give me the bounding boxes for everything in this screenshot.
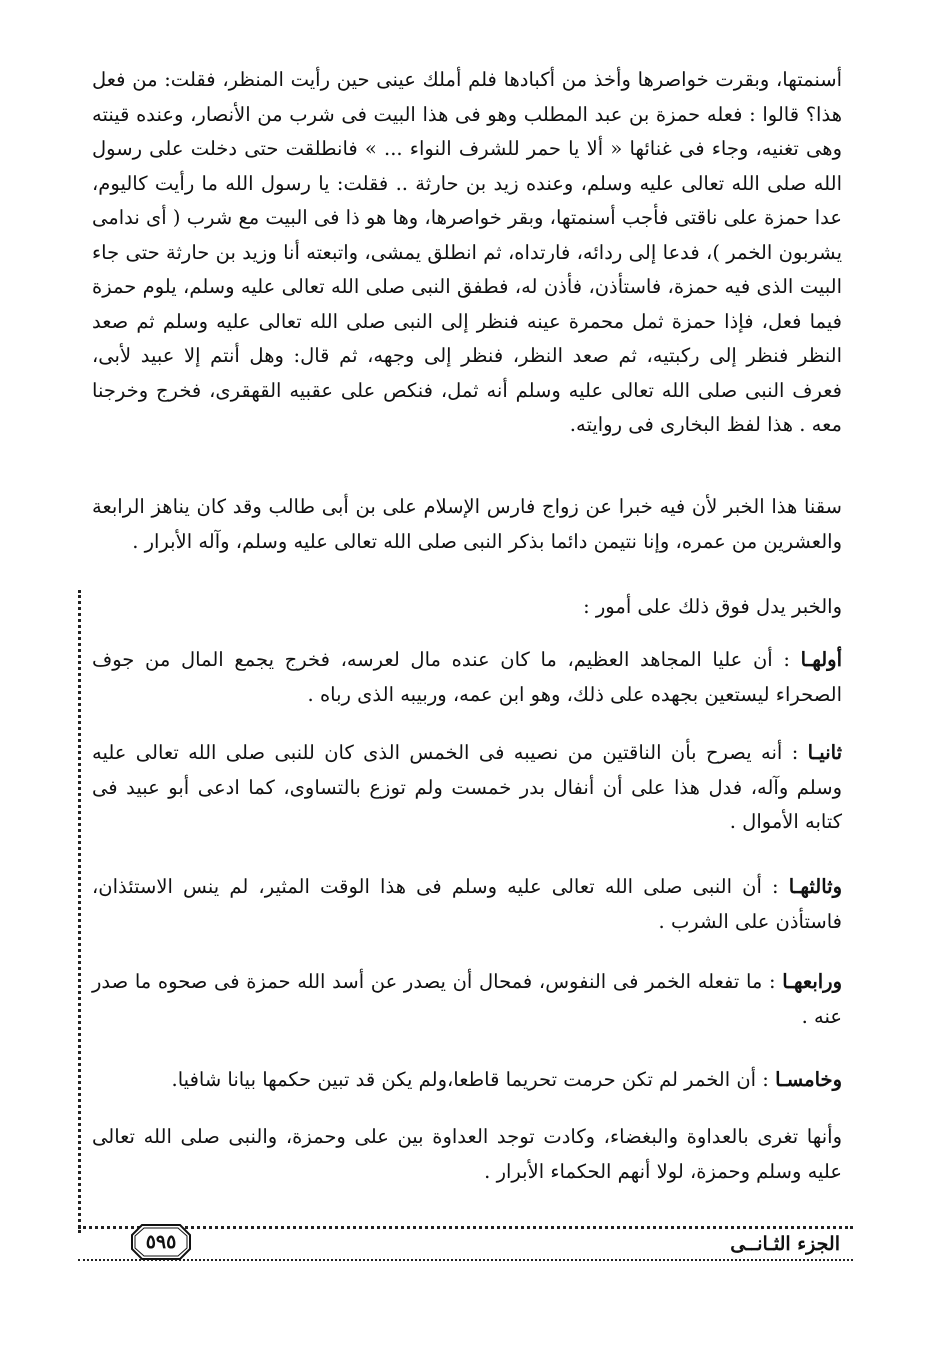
paragraph-lessons-intro: والخبر يدل فوق ذلك على أمور :	[583, 595, 842, 618]
page-number-badge	[130, 1223, 192, 1261]
lesson-lead-word: وثالثهـا	[788, 875, 842, 898]
lesson-item-third	[92, 870, 842, 939]
frame-border-left	[78, 590, 85, 1233]
lesson-lead-word: ثانيـا	[807, 741, 842, 764]
paragraph-context: سقنا هذا الخبر لأن فيه خبرا عن زواج فارس الإسلام على بن أبى طالب وقد كان يناهز الرابعة والعشرين من عمره، وإنا نتيمن دائما بذكر النبى صلى الله تعالى عليه وسلم، وآله الأبرار .	[92, 495, 842, 553]
page-number: ٥٩٥	[145, 1231, 177, 1253]
lesson-text: : ما تفعله الخمر فى النفوس، فمحال أن يصدر عن أسد الله حمزة فى صحوه ما صدر عنه .	[92, 970, 842, 1028]
paragraph-closing: وأنها تغرى بالعداوة والبغضاء، وكادت توجد العداوة بين على وحمزة، والنبى صلى الله تعالى عليه وسلم وحمزة، لولا أنهم الحكماء الأبرار .	[92, 1125, 842, 1183]
lesson-lead-word: أولهـا	[800, 648, 842, 671]
lesson-text: : أن الخمر لم تكن حرمت تحريما قاطعا،ولم يكن قد تبين حكمها بيانا شافيا.	[171, 1068, 776, 1091]
lesson-item-fifth	[92, 1063, 842, 1098]
lesson-item-first	[92, 643, 842, 712]
lesson-item-second	[92, 736, 842, 840]
lesson-lead-word: ورابعهـا	[782, 970, 842, 993]
lesson-item-fourth	[92, 965, 842, 1034]
lesson-lead-word: وخامسـا	[775, 1068, 842, 1091]
paragraph-hadith-narration: أسنمتها، وبقرت خواصرها وأخذ من أكبادها فلم أملك عينى حين رأيت المنظر، فقلت: من فعل هذا؟ قالوا : فعله حمزة بن عبد المطلب وهو فى هذا البيت فى شرب من الأنصار، وعنده قينته وهى تغنيه، وجاء فى غنائها « ألا يا حمر للشرف النواء ... » فانطلقت حتى دخلت على رسول الله صلى الله تعالى عليه وسلم، وعنده زيد بن حارثة .. فقلت: يا رسول الله ما رأيت كاليوم، عدا حمزة على ناقتى فأجب أسنمتها، وبقر خواصرها، وها هو ذا فى البيت مع شرب ( أى ندامى يشربون الخمر )، فدعا إلى ردائه، فارتداه، ثم انطلق يمشى، واتبعته أنا وزيد بن حارثة حتى جاء البيت الذى فيه حمزة، فاستأذن، فأذن له، فطفق النبى صلى الله تعالى عليه وسلم، يلوم حمزة فيما فعل، فإذا حمزة ثمل محمرة عينه فنظر إلى النبى صلى الله تعالى عليه وسلم ثم صعد النظر فنظر إلى ركبتيه، ثم صعد النظر، فنظر إلى وجهه، ثم قال: وهل أنتم إلا عبيد لأبى، فعرف النبى صلى الله تعالى عليه وسلم أنه ثمل، فنكص على عقبيه القهقرى، فخرج وخرجنا معه . هذا لفظ البخارى فى روايته.	[92, 68, 842, 436]
lesson-text: : أن عليا المجاهد العظيم، ما كان عنده مال لعرسه، فخرج يجمع المال من جوف الصحراء ليستعين بجهده على ذلك، وهو ابن عمه، وربيبه الذى رباه .	[92, 648, 842, 706]
volume-label: الجزء الثـانــى	[730, 1233, 840, 1255]
lesson-text: : أنه يصرح بأن الناقتين من نصيبه فى الخمس الذى كان للنبى صلى الله تعالى عليه وسلم وآله، فدل هذا على أن أنفال بدر خمست ولم توزع بالتساوى، كما ادعى أبو عبيد فى كتابه الأموال .	[92, 741, 842, 833]
footer-rule	[78, 1259, 853, 1264]
lesson-text: : أن النبى صلى الله تعالى عليه وسلم فى هذا الوقت المثير، لم ينس الاستئذان، فاستأذن على الشرب .	[92, 875, 842, 933]
